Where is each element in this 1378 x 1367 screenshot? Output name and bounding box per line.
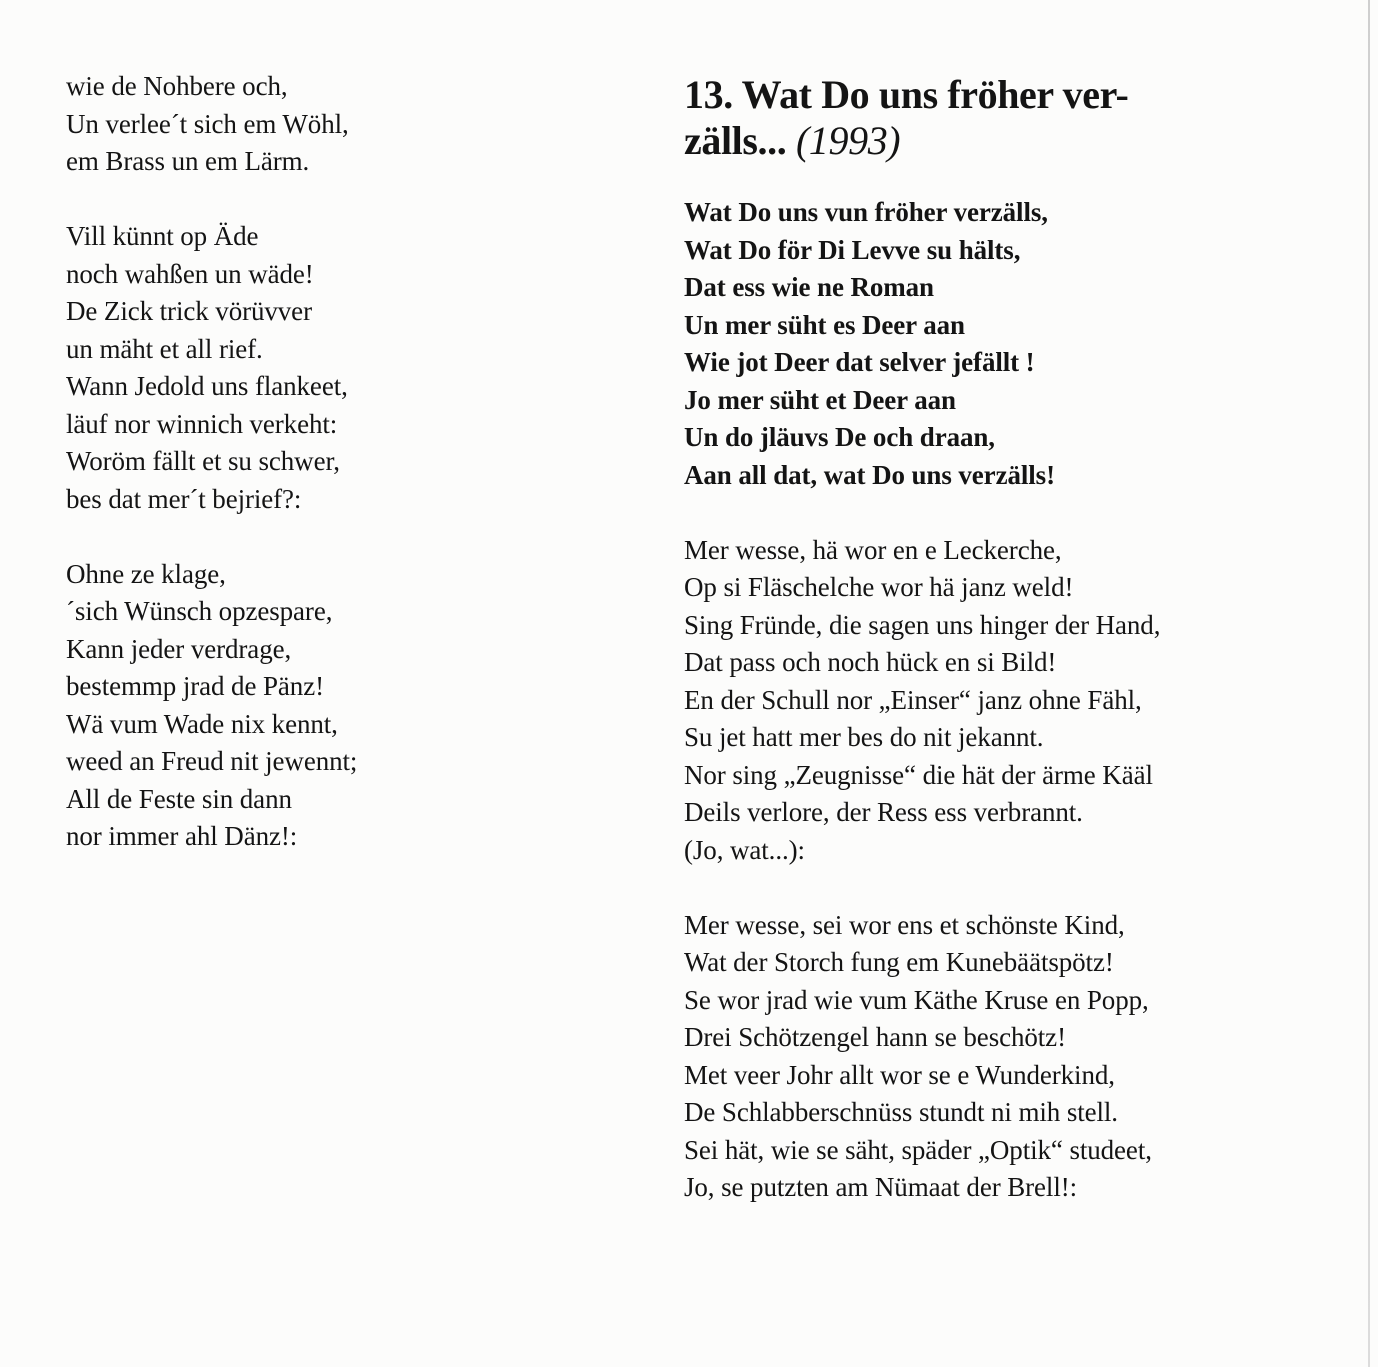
poem-line: (Jo, wat...): [684,834,805,865]
stanza [66,218,626,518]
poem-line: Un verlee´t sich em Wöhl, [66,108,349,139]
title-line-2: zälls... [684,118,787,163]
poem-line: Deils verlore, der Ress ess verbrannt. [684,797,1083,827]
poem-line: Vill künnt op Äde [66,221,259,251]
chorus-line: Un mer süht es Deer aan [684,309,965,340]
poem-line: Ohne ze klage, [66,558,226,589]
poem-line: wie de Nohbere och, [66,71,288,101]
verse-2 [684,907,1304,1207]
poem-line: All de Feste sin dann [66,783,292,814]
stanza [66,68,626,181]
poem-line: Wä vum Wade nix kennt, [66,708,338,739]
poem-line: weed an Freud nit jewennt; [66,746,358,776]
poem-line: ´sich Wünsch opzespare, [66,596,333,626]
poem-line: nor immer ahl Dänz!: [66,821,298,851]
poem-line: De Schlabberschnüss stundt ni mih stell. [684,1097,1118,1127]
verse-1 [684,532,1304,870]
poem-line: Woröm fällt et su schwer, [66,446,340,476]
poem-line: En der Schull nor „Einser“ janz ohne Fähl, [684,684,1142,715]
poem-line: bestemmp jrad de Pänz! [66,671,324,701]
poem-line: De Zick trick vörüvver [66,296,312,326]
chorus-line: Dat ess wie ne Roman [684,272,934,302]
poem-line: em Brass un em Lärm. [66,146,310,176]
poem-line: Kann jeder verdrage, [66,633,292,664]
poem-line: un mäht et all rief. [66,333,263,364]
song-title [684,72,1304,164]
poem-line: Drei Schötzengel hann se beschötz! [684,1022,1066,1052]
poem-line: bes dat mer´t bejrief?: [66,483,302,514]
right-column [684,72,1304,1207]
poem-line: Nor sing „Zeugnisse“ die hät der ärme Kääl [684,759,1153,790]
page-edge [1368,0,1370,1367]
poem-line: Met veer Johr allt wor se e Wunderkind, [684,1059,1115,1090]
chorus [684,194,1304,494]
chorus-line: Un do jläuvs De och draan, [684,422,995,452]
poem-line: Sei hät, wie se säht, späder „Optik“ studeet, [684,1134,1152,1165]
poem-line: Dat pass och noch hück en si Bild! [684,647,1057,677]
poem-line: Su jet hatt mer bes do nit jekannt. [684,722,1044,752]
poem-line: Mer wesse, hä wor en e Leckerche, [684,534,1062,565]
stanza [66,556,626,856]
poem-line: Wann Jedold uns flankeet, [66,371,348,401]
chorus-line: Aan all dat, wat Do uns verzälls! [684,459,1055,490]
poem-line: läuf nor winnich verkeht: [66,408,338,439]
chorus-line: Wie jot Deer dat selver jefällt ! [684,347,1035,377]
left-column [66,68,626,856]
poem-line: Mer wesse, sei wor ens et schönste Kind, [684,909,1125,940]
poem-line: Op si Fläschelche wor hä janz weld! [684,572,1074,602]
poem-line: Sing Fründe, die sagen uns hinger der Hand, [684,609,1161,640]
title-line-1: 13. Wat Do uns fröher ver- [684,72,1129,117]
poem-line: noch wahßen un wäde! [66,258,314,289]
poem-line: Jo, se putzten am Nümaat der Brell!: [684,1172,1078,1202]
title-year: (1993) [795,118,901,163]
poem-line: Wat der Storch fung em Kunebäätspötz! [684,947,1114,977]
chorus-line: Wat Do uns vun fröher verzälls, [684,197,1048,227]
chorus-line: Jo mer süht et Deer aan [684,384,956,415]
chorus-line: Wat Do för Di Levve su hälts, [684,234,1021,265]
poem-line: Se wor jrad wie vum Käthe Kruse en Popp, [684,984,1149,1015]
